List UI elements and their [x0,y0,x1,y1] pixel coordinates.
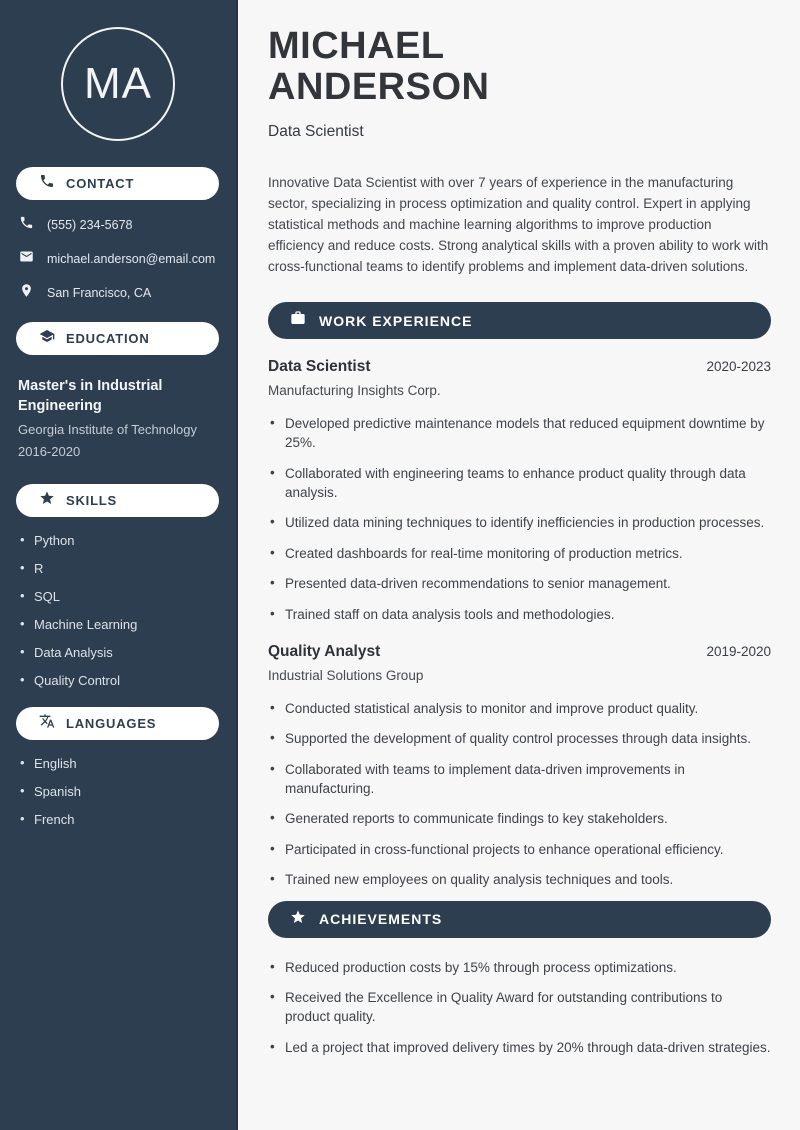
translate-icon [39,713,55,734]
star-icon [39,490,55,511]
job-bullet: • Trained new employees on quality analysis techniques and tools. [268,870,771,889]
sidebar [0,0,238,1130]
main-content [238,0,800,1130]
achievements-list [268,958,771,1057]
star-icon [290,909,306,930]
professional-summary: Innovative Data Scientist with over 7 years of experience in the manufacturing sector, specializing in process optimization and quality control. Expert in applying statistical methods and machine learning algorithms to improve production efficiency and reduce costs. Strong analytical skills with a proven ability to work with cross-functional teams to identify problems and implement data-driven solutions. [268,175,769,274]
job-dates: 2019-2020 [706,643,771,659]
contact-section-label: CONTACT [66,176,135,191]
job-entry [268,643,771,890]
job-entry [268,358,771,624]
person-name [268,26,771,108]
first-name: MICHAEL [268,25,445,67]
job-role: Quality Analyst [268,642,381,660]
briefcase-icon [290,310,306,331]
contact-row-email [19,249,236,269]
contact-list [19,215,236,303]
avatar-initials: MA [84,59,152,108]
skill-item: • R [20,561,236,576]
work-experience-section-label: WORK EXPERIENCE [319,312,473,329]
skills-list [20,533,236,688]
job-bullet: • Conducted statistical analysis to monitor and improve product quality. [268,699,771,718]
phone-icon [19,215,34,235]
education-entry [18,376,218,462]
skill-item: • Machine Learning [20,617,236,632]
avatar-wrap [0,27,236,141]
contact-row-phone [19,215,236,235]
job-bullet: • Collaborated with engineering teams to enhance product quality through data analysis. [268,464,771,502]
languages-section-label: LANGUAGES [66,716,157,731]
mail-icon [19,249,34,269]
contact-row-location [19,283,236,303]
skill-item: • Quality Control [20,673,236,688]
degree-name: Master's in Industrial Engineering [18,378,163,414]
job-header [268,358,771,376]
education-section-label: EDUCATION [66,331,150,346]
job-bullet: • Developed predictive maintenance models that reduced equipment downtime by 25%. [268,414,771,452]
achievement-item: • Reduced production costs by 15% through process optimizations. [268,958,771,977]
school-name: Georgia Institute of Technology [18,422,197,437]
job-bullet: • Supported the development of quality control processes through data insights. [268,729,771,748]
achievements-section-header [268,901,771,938]
language-item: • English [20,756,236,771]
person-job-title: Data Scientist [268,123,364,140]
skills-section-label: SKILLS [66,493,118,508]
phone-icon [39,173,55,194]
job-company: Manufacturing Insights Corp. [268,383,441,398]
education-years: 2016-2020 [18,444,81,459]
languages-section-header [16,707,219,740]
email-address: michael.anderson@email.com [47,252,216,266]
job-bullet: • Participated in cross-functional projects to enhance operational efficiency. [268,840,771,859]
job-bullet-list [268,414,771,624]
education-section-header [16,322,219,355]
language-item: • Spanish [20,784,236,799]
last-name: ANDERSON [268,66,490,108]
achievement-item: • Led a project that improved delivery times by 20% through data-driven strategies. [268,1038,771,1057]
job-bullet: • Trained staff on data analysis tools and methodologies. [268,605,771,624]
achievements-section-label: ACHIEVEMENTS [319,911,443,927]
skills-section-header [16,484,219,517]
job-dates: 2020-2023 [706,359,771,374]
job-bullet: • Presented data-driven recommendations to senior management. [268,574,771,593]
skill-item: • Python [20,533,236,548]
contact-section-header [16,167,219,200]
languages-list [20,756,236,827]
work-experience-section-header [268,302,771,339]
job-bullet-list [268,699,771,890]
job-bullet: • Created dashboards for real-time monitoring of production metrics. [268,544,771,563]
job-role: Data Scientist [268,358,371,375]
job-header [268,643,771,661]
job-bullet: • Collaborated with teams to implement data-driven improvements in manufacturing. [268,760,771,798]
avatar [61,27,175,141]
job-bullet: • Utilized data mining techniques to identify inefficiencies in production processes. [268,513,771,532]
language-item: • French [20,812,236,827]
location-text: San Francisco, CA [47,286,152,300]
achievement-item: • Received the Excellence in Quality Award for outstanding contributions to product quality. [268,988,771,1026]
job-company: Industrial Solutions Group [268,667,424,683]
phone-number: (555) 234-5678 [47,218,133,232]
skill-item: • SQL [20,589,236,604]
skill-item: • Data Analysis [20,645,236,660]
location-icon [19,283,34,303]
graduation-cap-icon [39,328,55,349]
job-bullet: • Generated reports to communicate findings to key stakeholders. [268,809,771,828]
